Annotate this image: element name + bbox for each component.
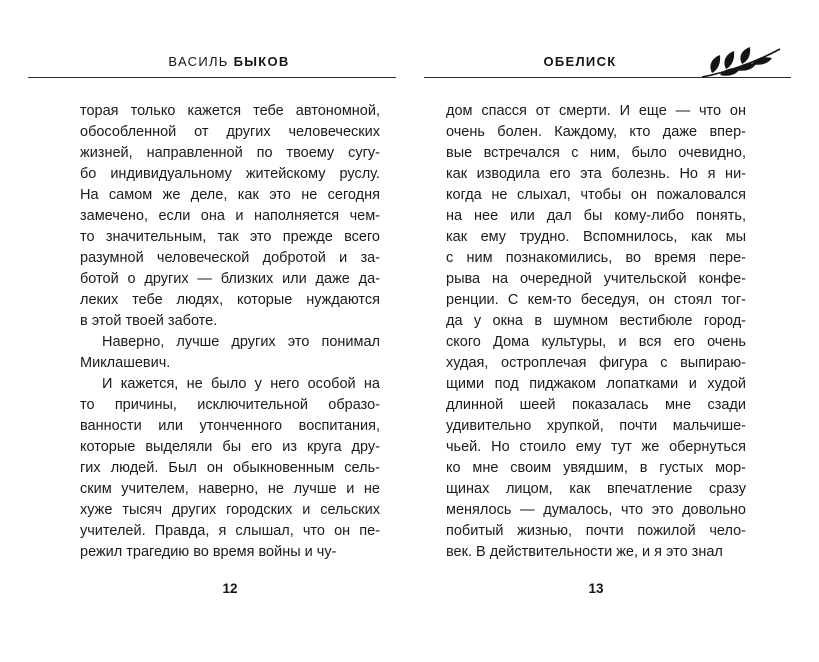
- text-line: обособленной от других человеческих: [80, 124, 380, 140]
- text-line: с ним познакомились, во время пере-: [446, 250, 746, 266]
- text-line: торая только кажется тебе автономной,: [80, 103, 380, 119]
- text-line: на нее или дал бы кому-либо понять,: [446, 208, 746, 224]
- text-line: как ему трудно. Вспомнилось, как мы: [446, 229, 746, 245]
- text-line: то значительным, так это прежде всего: [80, 229, 380, 245]
- author-first-name: ВАСИЛЬ: [168, 54, 229, 69]
- text-line: дом спасся от смерти. И еще — что он: [446, 103, 746, 119]
- laurel-branch-icon: [698, 45, 782, 81]
- book-title: ОБЕЛИСК: [543, 54, 617, 69]
- text-line: когда не слыхал, чтобы он пожаловался: [446, 187, 746, 203]
- text-line: И кажется, не было у него особой на: [102, 376, 380, 392]
- text-line: то причины, исключительной образо-: [80, 397, 380, 413]
- text-line: да у окна в шумном вестибюле город-: [446, 313, 746, 329]
- text-line: жизней, направленной по твоему сугу-: [80, 145, 380, 161]
- text-line: замечено, если она и наполняется чем-: [80, 208, 380, 224]
- author-last-name: БЫКОВ: [233, 54, 290, 69]
- text-line: ко мне своим увядшим, в густых мор-: [446, 460, 746, 476]
- text-line: побитый жизнью, почти пожилой чело-: [446, 523, 746, 539]
- text-line: в этой твоей заботе.: [80, 313, 218, 329]
- text-line: хуже тысяч других городских и сельских: [80, 502, 380, 518]
- text-line: длинной шеей показалась мне сзади: [446, 397, 746, 413]
- text-line: как изводила его эта болезнь. Но я ни-: [446, 166, 746, 182]
- left-page-number: 12: [222, 581, 238, 596]
- text-line: которые выделяли бы его из круга дру-: [80, 439, 380, 455]
- header-rule-left: [28, 77, 396, 78]
- text-line: вые встречался с ним, было очевидно,: [446, 145, 746, 161]
- text-line: ского Дома культуры, и вся его очень: [446, 334, 746, 350]
- text-line: режил трагедию во время войны и чу-: [80, 544, 337, 560]
- text-line: гих людей. Был он обыкновенным сель-: [80, 460, 380, 476]
- text-line: рыва на очередной учительской конфе-: [446, 271, 746, 287]
- text-line: очень болен. Каждому, кто даже впер-: [446, 124, 746, 140]
- left-page-text: [80, 101, 380, 563]
- paragraph: [80, 374, 380, 563]
- text-line: менялось — думалось, что это довольно: [446, 502, 746, 518]
- text-line: ским учителем, наверно, не лучше и не: [80, 481, 380, 497]
- text-line: щими под пиджаком лопатками и худой: [446, 376, 746, 392]
- text-line: удивительно хрупкой, почти мальчише-: [446, 418, 746, 434]
- right-page-number: 13: [588, 581, 604, 596]
- text-line: леких тебе людях, которые нуждаются: [80, 292, 380, 308]
- text-line: бо индивидуальному житейскому руслу.: [80, 166, 380, 182]
- text-line: На самом же деле, как это не сегодня: [80, 187, 380, 203]
- running-header-title: [430, 54, 730, 69]
- running-header-author: [79, 54, 379, 69]
- text-line: Наверно, лучше других это понимал: [102, 334, 380, 350]
- text-line: учителей. Правда, я слышал, что он пе-: [80, 523, 380, 539]
- text-line: ботой о других — близких или даже да-: [80, 271, 380, 287]
- paragraph: [80, 332, 380, 374]
- text-line: век. В действительности же, и я это знал: [446, 544, 723, 560]
- paragraph: [446, 101, 746, 563]
- text-line: чьей. Но стоило ему тут же обернуться: [446, 439, 746, 455]
- text-line: разумной человеческой добротой и за-: [80, 250, 380, 266]
- text-line: ренции. С кем-то беседуя, он стоял тог-: [446, 292, 746, 308]
- text-line: худая, остроплечая фигура с выпираю-: [446, 355, 746, 371]
- paragraph: [80, 101, 380, 332]
- text-line: Миклашевич.: [80, 355, 171, 371]
- text-line: ванности или утонченного воспитания,: [80, 418, 380, 434]
- text-line: щинах лицом, как впечатление сразу: [446, 481, 746, 497]
- right-page-text: [446, 101, 746, 563]
